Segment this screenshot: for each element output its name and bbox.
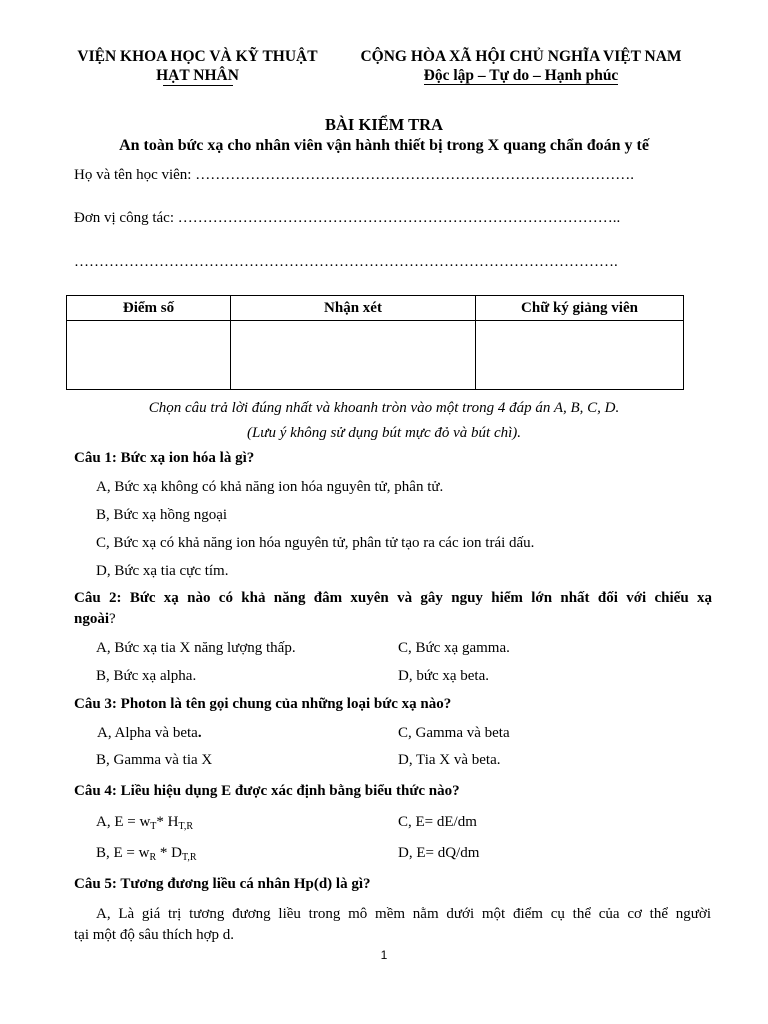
institute-header [60,47,335,85]
q4-b-mid: * D [156,845,182,861]
question-2-line1: Câu 2: Bức xạ nào có khả năng đâm xuyên và gây nguy hiểm lớn nhất đối với chiếu xạ [74,590,712,606]
page-title: BÀI KIỂM TRA [325,115,443,134]
q4-a-sub2: T,R [178,821,194,832]
q3-option-c[interactable]: C, Gamma và beta [398,725,510,741]
q1-option-a[interactable]: A, Bức xạ không có khả năng ion hóa nguyên tử, phân tử. [96,479,444,495]
page-subtitle: An toàn bức xạ cho nhân viên vận hành thiết bị trong X quang chẩn đoán y tế [119,137,649,154]
q5-option-a-line1[interactable]: A, Là giá trị tương đương liều trong mô mềm nằm dưới một điểm cụ thể của cơ thể người [96,906,711,922]
q1-option-d[interactable]: D, Bức xạ tia cực tím. [96,563,229,579]
instruction-line2: (Lưu ý không sử dụng bút mực đỏ và bút chì). [246,425,522,441]
question-1: Câu 1: Bức xạ ion hóa là gì? [74,450,255,466]
work-unit-field[interactable]: Đơn vị công tác: …………………………………………………………………………….. [74,210,621,226]
score-cell[interactable] [67,321,231,390]
q2-option-b[interactable]: B, Bức xạ alpha. [96,668,197,684]
grade-table [66,295,684,390]
q2-option-a[interactable]: A, Bức xạ tia X năng lượng thấp. [96,640,296,656]
q3-option-a-period: . [197,725,202,741]
q3-option-a-text: A, Alpha và beta [97,725,198,741]
national-motto: Độc lập – Tự do – Hạnh phúc [423,67,619,84]
comment-header: Nhận xét [231,296,476,321]
institute-underline [163,85,233,86]
q4-b-prefix: B, E = w [96,845,150,861]
question-2-line2 [74,611,116,628]
score-header: Điểm số [67,296,231,321]
grade-table-row [67,321,684,390]
q3-option-a[interactable] [97,725,202,742]
instruction-line1: Chọn câu trả lời đúng nhất và khoanh tròn vào một trong 4 đáp án A, B, C, D. [148,400,620,416]
work-unit-field-continued[interactable]: ………………………………………………………………………………………………. [74,254,618,270]
question-2-mark: ? [109,611,116,627]
student-name-field[interactable]: Họ và tên học viên: ……………………………………………………………………………. [74,167,634,183]
q4-option-b[interactable] [96,845,197,863]
page-number: 1 [380,948,388,962]
signature-header: Chữ ký giảng viên [476,296,684,321]
q2-option-c[interactable]: C, Bức xạ gamma. [398,640,510,656]
question-4: Câu 4: Liều hiệu dụng E được xác định bằng biểu thức nào? [74,783,460,799]
q5-option-a-line2[interactable]: tại một độ sâu thích hợp d. [74,927,234,943]
q3-option-b[interactable]: B, Gamma và tia X [96,752,213,768]
question-5: Câu 5: Tương đương liều cá nhân Hp(d) là gì? [74,876,371,892]
signature-cell[interactable] [476,321,684,390]
q4-a-mid: * H [156,814,179,830]
q4-option-c[interactable]: C, E= dE/dm [398,814,477,830]
q4-option-a[interactable] [96,814,193,832]
grade-table-header [67,296,684,321]
q4-a-prefix: A, E = w [96,814,151,830]
institute-name-line2: HẠT NHÂN [156,67,239,84]
q4-a-sub1: T [150,821,157,832]
institute-name-line1: VIỆN KHOA HỌC VÀ KỸ THUẬT [77,48,318,65]
comment-cell[interactable] [231,321,476,390]
q4-b-sub1: R [149,852,157,863]
national-header [340,47,702,85]
q4-option-d[interactable]: D, E= dQ/dm [398,845,480,861]
q1-option-b[interactable]: B, Bức xạ hồng ngoại [96,507,228,523]
question-3: Câu 3: Photon là tên gọi chung của những loại bức xạ nào? [74,696,452,712]
q4-b-sub2: T,R [181,852,197,863]
q2-option-d[interactable]: D, bức xạ beta. [398,668,490,684]
question-2-text-end: ngoài [74,611,110,627]
q3-option-d[interactable]: D, Tia X và beta. [398,752,501,768]
q1-option-c[interactable]: C, Bức xạ có khả năng ion hóa nguyên tử, phân tử tạo ra các ion trái dấu. [96,535,535,551]
country-name: CỘNG HÒA XÃ HỘI CHỦ NGHĨA VIỆT NAM [360,48,682,65]
